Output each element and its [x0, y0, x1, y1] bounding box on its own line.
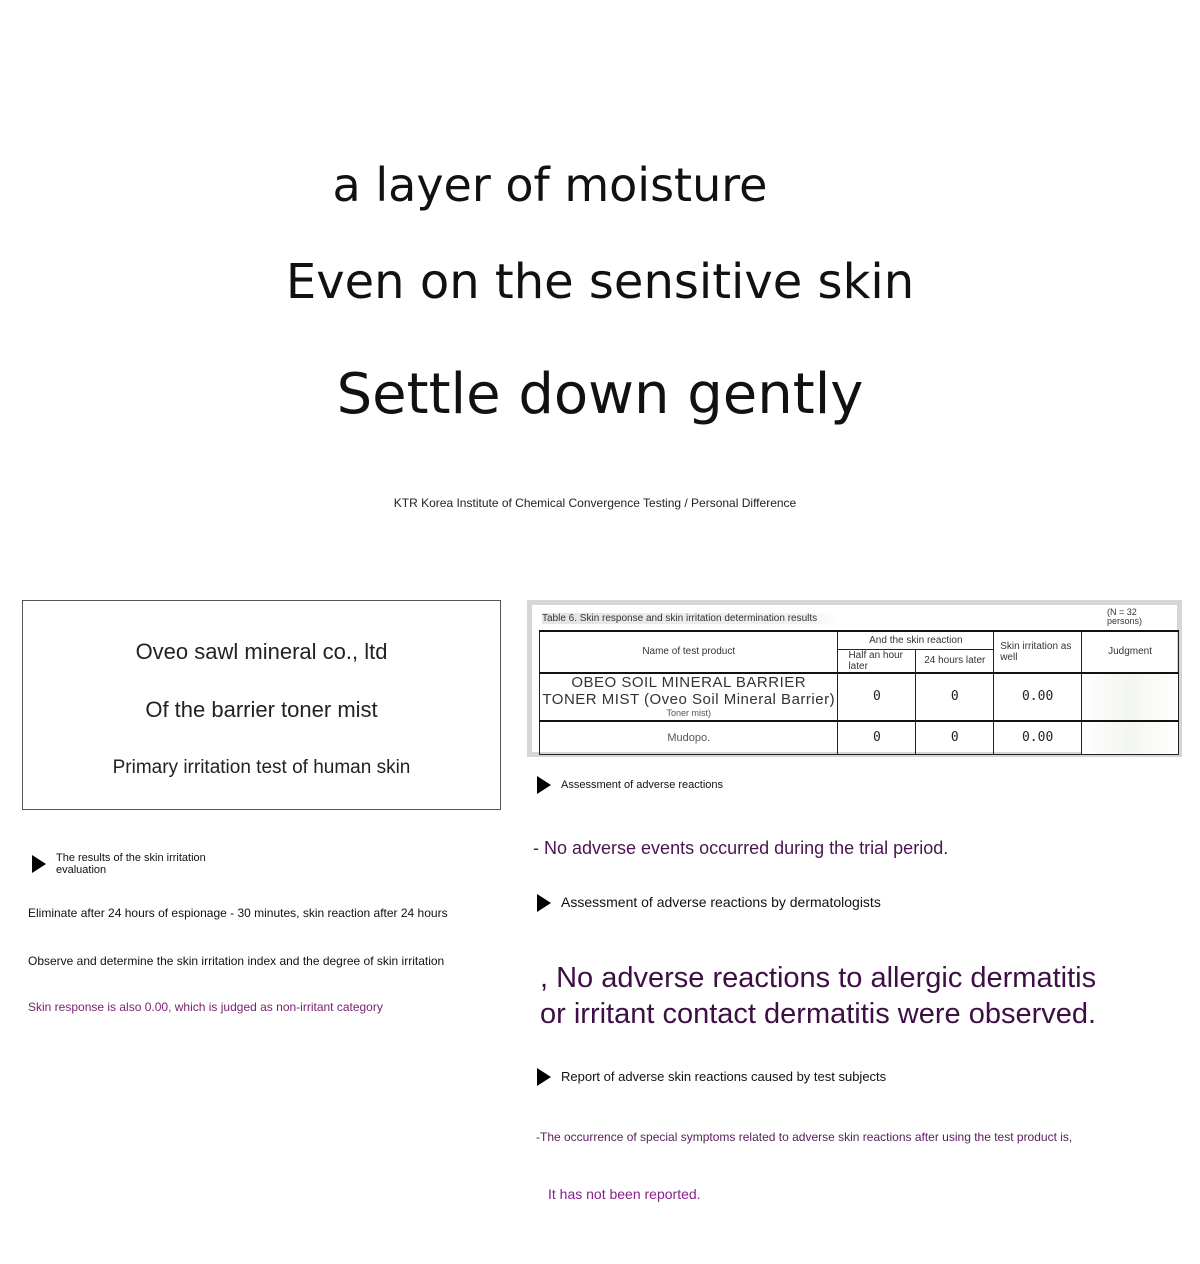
title-company: Oveo sawl mineral co., ltd — [135, 639, 388, 664]
irritation-value: 0.00 — [994, 673, 1082, 721]
subject-report-heading-label: Report of adverse skin reactions caused by test subjects — [561, 1068, 887, 1084]
results-heading-label: The results of the skin irritation evaluation — [56, 852, 206, 877]
source-note: KTR Korea Institute of Chemical Convergence Testing / Personal Difference — [393, 496, 797, 510]
adverse-reactions-heading — [537, 776, 737, 794]
header-skin-reaction: And the skin reaction — [838, 631, 994, 649]
judgment-value — [1082, 673, 1179, 721]
triangle-bullet-icon — [537, 894, 551, 912]
control-name: Mudopo. — [540, 721, 838, 755]
24-hours-value: 0 — [916, 673, 994, 721]
results-conclusion: Skin response is also 0.00, which is judged as non-irritant category — [28, 1000, 383, 1014]
hero-line-2: Even on the sensitive skin — [285, 254, 915, 310]
results-text-1: Eliminate after 24 hours of espionage - 30 minutes, skin reaction after 24 hours — [28, 906, 448, 920]
no-adverse-events-text: - No adverse events occurred during the trial period. — [533, 838, 949, 858]
judgment-value — [1082, 721, 1179, 755]
subject-report-text: -The occurrence of special symptoms related to adverse skin reactions after using the test product is, — [536, 1130, 1073, 1144]
header-product-name: Name of test product — [540, 631, 838, 673]
test-title-box — [22, 600, 501, 810]
product-name-line-3: Toner mist) — [666, 708, 711, 718]
title-test-type: Primary irritation test of human skin — [112, 757, 411, 778]
triangle-bullet-icon — [32, 855, 46, 873]
results-table-image — [527, 600, 1182, 757]
dermatologist-finding — [540, 960, 1096, 1032]
half-hour-value: 0 — [838, 673, 916, 721]
dermatologist-heading-label: Assessment of adverse reactions by dermatologists — [561, 894, 881, 911]
hero-line-1: a layer of moisture — [332, 158, 768, 212]
irritation-value: 0.00 — [994, 721, 1082, 755]
not-reported-text: It has not been reported. — [548, 1186, 701, 1202]
triangle-bullet-icon — [537, 1068, 551, 1086]
results-heading — [32, 852, 232, 876]
header-24-hours: 24 hours later — [916, 649, 994, 673]
table-caption: Table 6. Skin response and skin irritation determination results — [542, 613, 837, 624]
results-text-2: Observe and determine the skin irritation index and the degree of skin irritation — [28, 954, 445, 968]
subject-report-heading — [537, 1068, 886, 1086]
triangle-bullet-icon — [537, 776, 551, 794]
adverse-reactions-heading-label: Assessment of adverse reactions — [561, 778, 724, 791]
dermatologist-finding-line-1: , No adverse reactions to allergic dermatitis — [540, 962, 1097, 994]
title-product: Of the barrier toner mist — [145, 697, 378, 722]
table-sample-size: (N = 32 persons) — [1107, 607, 1143, 627]
results-table — [539, 630, 1179, 755]
hero-line-3: Settle down gently — [336, 362, 864, 427]
header-half-hour: Half an hour later — [838, 649, 916, 673]
header-irritation: Skin irritation as well — [994, 631, 1082, 673]
half-hour-value: 0 — [838, 721, 916, 755]
table-row — [540, 673, 1179, 721]
table-row — [540, 721, 1179, 755]
header-judgment: Judgment — [1082, 631, 1179, 673]
product-name-line-2: TONER MIST (Oveo Soil Mineral Barrier) — [542, 690, 836, 708]
product-name-line-1: OBEO SOIL MINERAL BARRIER — [571, 674, 807, 691]
24-hours-value: 0 — [916, 721, 994, 755]
dermatologist-finding-line-2: or irritant contact dermatitis were observed. — [540, 998, 1097, 1030]
dermatologist-heading — [537, 894, 881, 912]
product-name-cell — [540, 673, 838, 721]
